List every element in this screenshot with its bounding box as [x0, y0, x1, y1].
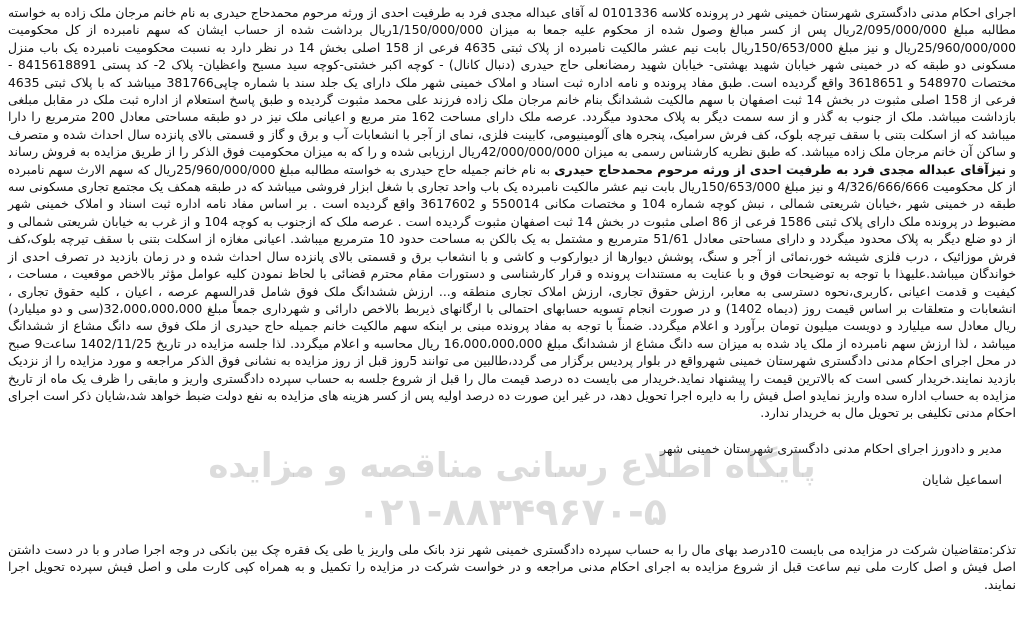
watermark-title: پایگاه اطلاع رسانی مناقصه و مزایده [208, 446, 816, 486]
signature-name: اسماعیل شایان [922, 472, 1002, 488]
notice-bold-heading: نیزآقای عبداله مجدی فرد به طرفیت احدی از ورثه مرحوم محمدحاج حیدری [554, 161, 1006, 177]
watermark-phone: ۰۲۱-۸۸۳۴۹۶۷۰-۵ [357, 490, 667, 534]
notice-body [8, 4, 1016, 422]
footer-note: تذکر:متقاضیان شرکت در مزایده می بایست 10درصد بهای مال را به حساب سپرده دادگستری خمینی شهر نزد بانک ملی واریز یا طی یک فقره چک بین بانکی در وجه اجرا صادر و با در دست داشتن اصل فیش و اصل کارت ملی نیم ساعت قبل از شروع مزایده به اجرای احکام مدنی مراجعه و در خواست شرکت در مزایده را تکمیل و به همراه کپی کارت ملی و اصل فیش سپرده تحویل اجرا نمایند. [8, 541, 1016, 592]
signature-block [8, 440, 1002, 489]
auction-notice [8, 4, 1016, 636]
notice-body-part1: اجرای احکام مدنی دادگستری شهرستان خمینی شهر در پرونده کلاسه 0101336 له آقای عبداله مجدی فرد به طرفیت احدی از ورثه مرحوم محمدحاج حیدری به نام خانم مرجان ملک زاده به خواسته مطالبه مبلغ 2/095/000/000ریال پس از کسر مبالغ وصول شده از محکوم علیه جمعا به میزان 1/150/000/000ریال برداشت شده از حساب ایشان که سهم نامبرده از کل محکومیت 25/960/000/000ریال و نیز مبلغ 150/653/000ریال بابت نیم عشر مالکیت نامبرده از پلاک ثبتی 4635 فرعی از 158 اصلی بخش 14 در نظر دارد به نسبت محکومیت نامبرده یک باب منزل مسکونی دو طبقه که در خمینی شهر خیابان شهید بهشتی- خیابان شهید رمضانعلی حاج حیدری (دنبال کانال) - کوچه اکبر خشتی-کوچه سید مسیح واعظیان- پلاک 2- کد پستی 8415618891 - مختصات 548970 و 3618651 واقع گردیده است. طبق مفاد پرونده و نامه اداره ثبت اسناد و املاک خمینی شهر ملک دارای یک جلد سند با شماره چاپی381766 میباشد که با پلاک ثبتی 4635 فرعی از 158 اصلی مثبوت در بخش 14 ثبت اصفهان با سهم مالکیت ششدانگ بنام خانم مرجان ملک زاده فرزند علی محمد مثبوت گردیده و طبق پاسخ استعلام از اداره ثبت ملک در مقابل مبلغی بازداشت میباشد. ملک از جنوب به گذر و از سه سمت دیگر به پلاک محدود میگردد. عرصه ملک دارای مساحت 162 متر مربع و اعیانی ملک نیز در دو طبقه مساحتی معادل 200 مترمربع را دارا میباشد که از اسکلت بتنی با سقف تیرچه بلوک، کف فرش سرامیک، پنجره های آلومینیومی، کابینت فلزی، نمای از آجر با انشعابات آب و برق و گاز و قسمتی بالای پانزده سال احداث شده و متصرف و ساکن آن خانم مرجان ملک زاده میباشد. که طبق نظریه کارشناس رسمی به میزان 42/000/000/000ریال ارزیابی شده و را که به میزان محکومیت فوق الذکر را از طریق مزایده به فروش رساند و [8, 5, 1017, 177]
signature-title: مدیر و دادورز اجرای احکام مدنی دادگستری شهرستان خمینی شهر [660, 440, 1002, 456]
notice-body-part2: به نام خانم جمیله حاج حیدری به خواسته مطالبه مبلغ 25/960/000/000ریال که سهم الارث سهم نامبرده از کل محکومیت 4/326/666/666 و نیز مبلغ 150/653/000ریال بابت نیم عشر مالکیت نامبرده یک باب واحد تجاری با شغل ابزار فروشی میباشد که در طبقه همکف یک مجتمع تجاری مسکونی سه طبقه در خمینی شهر ،خیابان شریعتی شمالی ، نبش کوچه شماره 104 و مختصات مکانی 550014 و 3617602 واقع گردیده است . بر اساس مفاد نامه اداره ثبت اسناد و املاک خمینی شهر مضبوط در پرونده ملک دارای پلاک ثبتی 1586 فرعی از 86 اصلی مثبوت در بخش 14 ثبت اصفهان مثبوت گردیده است . عرصه ملک که ازجنوب به کوچه 104 و از غرب به خیابان شریعتی شمالی و از دو ضلع دیگر به پلاک محدود میگردد و دارای مساحتی معادل 51/61 مترمربع و مشتمل به یک بالکن به مساحت حدود 10 مترمربع میباشد. اعیانی مغازه از اسکلت بتنی با سقف تیرچه بلوک،کف فرش موزائیک ، درب فلزی شیشه خور،نمائی از آجر و سنگ، پوشش دیوارها از دیوارکوب و کاشی و با انشعاب برق و قسمتی بالای پانزده سال احداث شده و در زمان بازدید در تصرف احدی از خواندگان میباشد.علیهذا با توجه به توضیحات فوق و با عنایت به مستندات پرونده و قرار کارشناسی و دستورات مقام محترم قضائی با لحاظ نمودن کلیه عوامل مؤثر بالاخص موقعیت ، مساحت ، کیفیت و قدمت اعیانی ،کاربری،نحوه دسترسی به معابر، ارزش حقوق تجاری، ارزش املاک تجاری منطقه و... ارزش ششدانگ ملک فوق شامل قدرالسهم عرصه ، اعیان ، کلیه حقوق تجاری ، انشعابات و متعلقات بر اساس قیمت روز (دیماه 1402) و در صورت انجام تسویه حسابهای احتمالی با ارگانهای ذیربط بالاخص دارائی و شهرداری جمعاً مبلغ 32،000،000،000(سی و دو میلیارد) ریال معادل سه میلیارد و دویست میلیون تومان برآورد و اعلام میگردد. ضمناً با توجه به مفاد پرونده مبنی بر اینکه سهم مالکیت خانم جمیله حاج حیدری از ملک فوق سه دانگ مشاع از ششدانگ میباشد ، لذا ارزش سهم نامبرده از ملک یاد شده به میزان سه دانگ مشاع از ششدانگ مبلغ 16،000،000،000 ریال محاسبه و اعلام میگردد. لذا جلسه مزایده در تاریخ 1402/11/25 ساعت9 صبح در محل اجرای احکام مدنی دادگستری شهرستان خمینی شهرواقع در بلوار پردیس برگزار می گردد،طالبین می توانند 5روز قبل از روز مزایده به نشانی فوق الذکر مراجعه و مورد مزایده را از نزدیک بازدید نمایند.خریدار کسی است که بالاترین قیمت را پیشنهاد نماید.خریدار می بایست ده درصد قیمت مال را قبل از شروع جلسه به حساب سپرده دادگستری واریز و مابقی را ظرف یک ماه از تاریخ مزایده به حساب اداره سده واریز نمایدو اصل فیش را به دایره اجرا تحویل دهد، در غیر این صورت ده درصد اولیه پس از کسر هزینه های مزایده به نفع دولت ضبط خواهد شد،شایان ذکر است اجرای احکام مدنی تکلیفی بر تحویل مال به خریدار ندارد. [8, 161, 1017, 421]
